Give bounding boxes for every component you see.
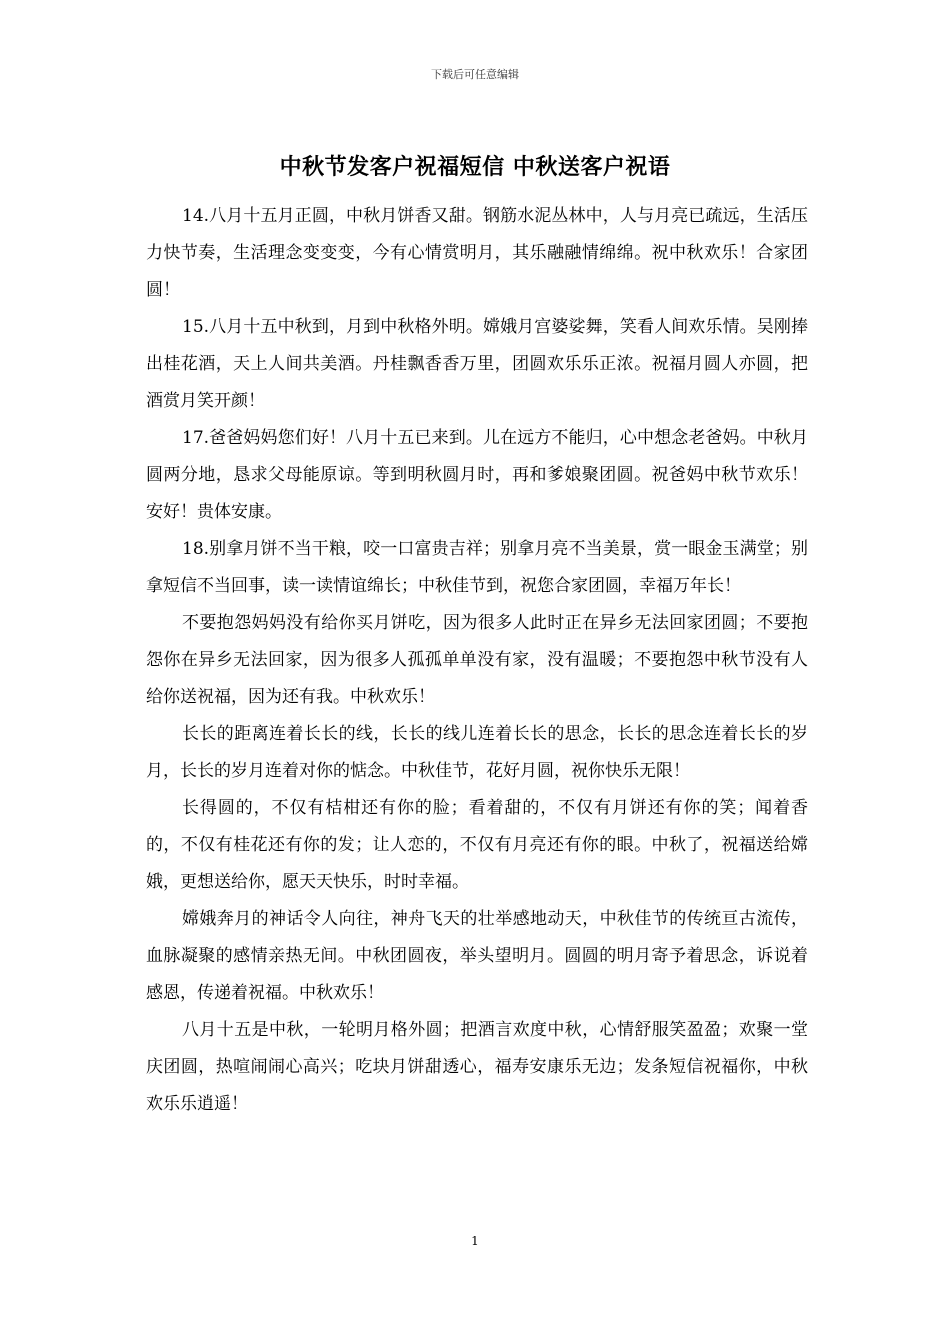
- paragraph-1: 14.八月十五月正圆，中秋月饼香又甜。钢筋水泥丛林中，人与月亮已疏远，生活压力快节奏，生活理念变变变，今有心情赏明月，其乐融融情绵绵。祝中秋欢乐！合家团圆！: [146, 206, 808, 300]
- document-title: 中秋节发客户祝福短信 中秋送客户祝语: [279, 155, 671, 180]
- paragraph-2: 15.八月十五中秋到，月到中秋格外明。嫦娥月宫婆娑舞，笑看人间欢乐情。吴刚捧出桂花酒，天上人间共美酒。丹桂飘香香万里，团圆欢乐乐正浓。祝福月圆人亦圆，把酒赏月笑开颜！: [146, 317, 808, 411]
- paragraph-8: 嫦娥奔月的神话令人向往，神舟飞天的壮举感地动天，中秋佳节的传统亘古流传，血脉凝聚的感情亲热无间。中秋团圆夜，举头望明月。圆圆的明月寄予着思念，诉说着感恩，传递着祝福。中秋欢乐！: [146, 909, 808, 1003]
- paragraph-3: 17.爸爸妈妈您们好！八月十五已来到。儿在远方不能归，心中想念老爸妈。中秋月圆两分地，恳求父母能原谅。等到明秋圆月时，再和爹娘聚团圆。祝爸妈中秋节欢乐！安好！贵体安康。: [146, 428, 808, 522]
- document-body: [146, 198, 808, 1123]
- paragraph-5: 不要抱怨妈妈没有给你买月饼吃，因为很多人此时正在异乡无法回家团圆；不要抱怨你在异乡无法回家，因为很多人孤孤单单没有家，没有温暖；不要抱怨中秋节没有人给你送祝福，因为还有我。中秋欢乐！: [146, 613, 808, 707]
- header-note: 下载后可任意编辑: [431, 68, 519, 81]
- page-number: 1: [471, 1234, 479, 1248]
- paragraph-6: 长长的距离连着长长的线，长长的线儿连着长长的思念，长长的思念连着长长的岁月，长长的岁月连着对你的惦念。中秋佳节，花好月圆，祝你快乐无限！: [146, 724, 808, 781]
- paragraph-9: 八月十五是中秋，一轮明月格外圆；把酒言欢度中秋，心情舒服笑盈盈；欢聚一堂庆团圆，热喧闹闹心高兴；吃块月饼甜透心，福寿安康乐无边；发条短信祝福你，中秋欢乐乐逍遥！: [146, 1020, 808, 1114]
- paragraph-4: 18.别拿月饼不当干粮，咬一口富贵吉祥；别拿月亮不当美景，赏一眼金玉满堂；别拿短信不当回事，读一读情谊绵长；中秋佳节到，祝您合家团圆，幸福万年长！: [146, 539, 808, 596]
- paragraph-7: 长得圆的，不仅有桔柑还有你的脸；看着甜的，不仅有月饼还有你的笑；闻着香的，不仅有桂花还有你的发；让人恋的，不仅有月亮还有你的眼。中秋了，祝福送给嫦娥，更想送给你，愿天天快乐，时时幸福。: [146, 798, 808, 892]
